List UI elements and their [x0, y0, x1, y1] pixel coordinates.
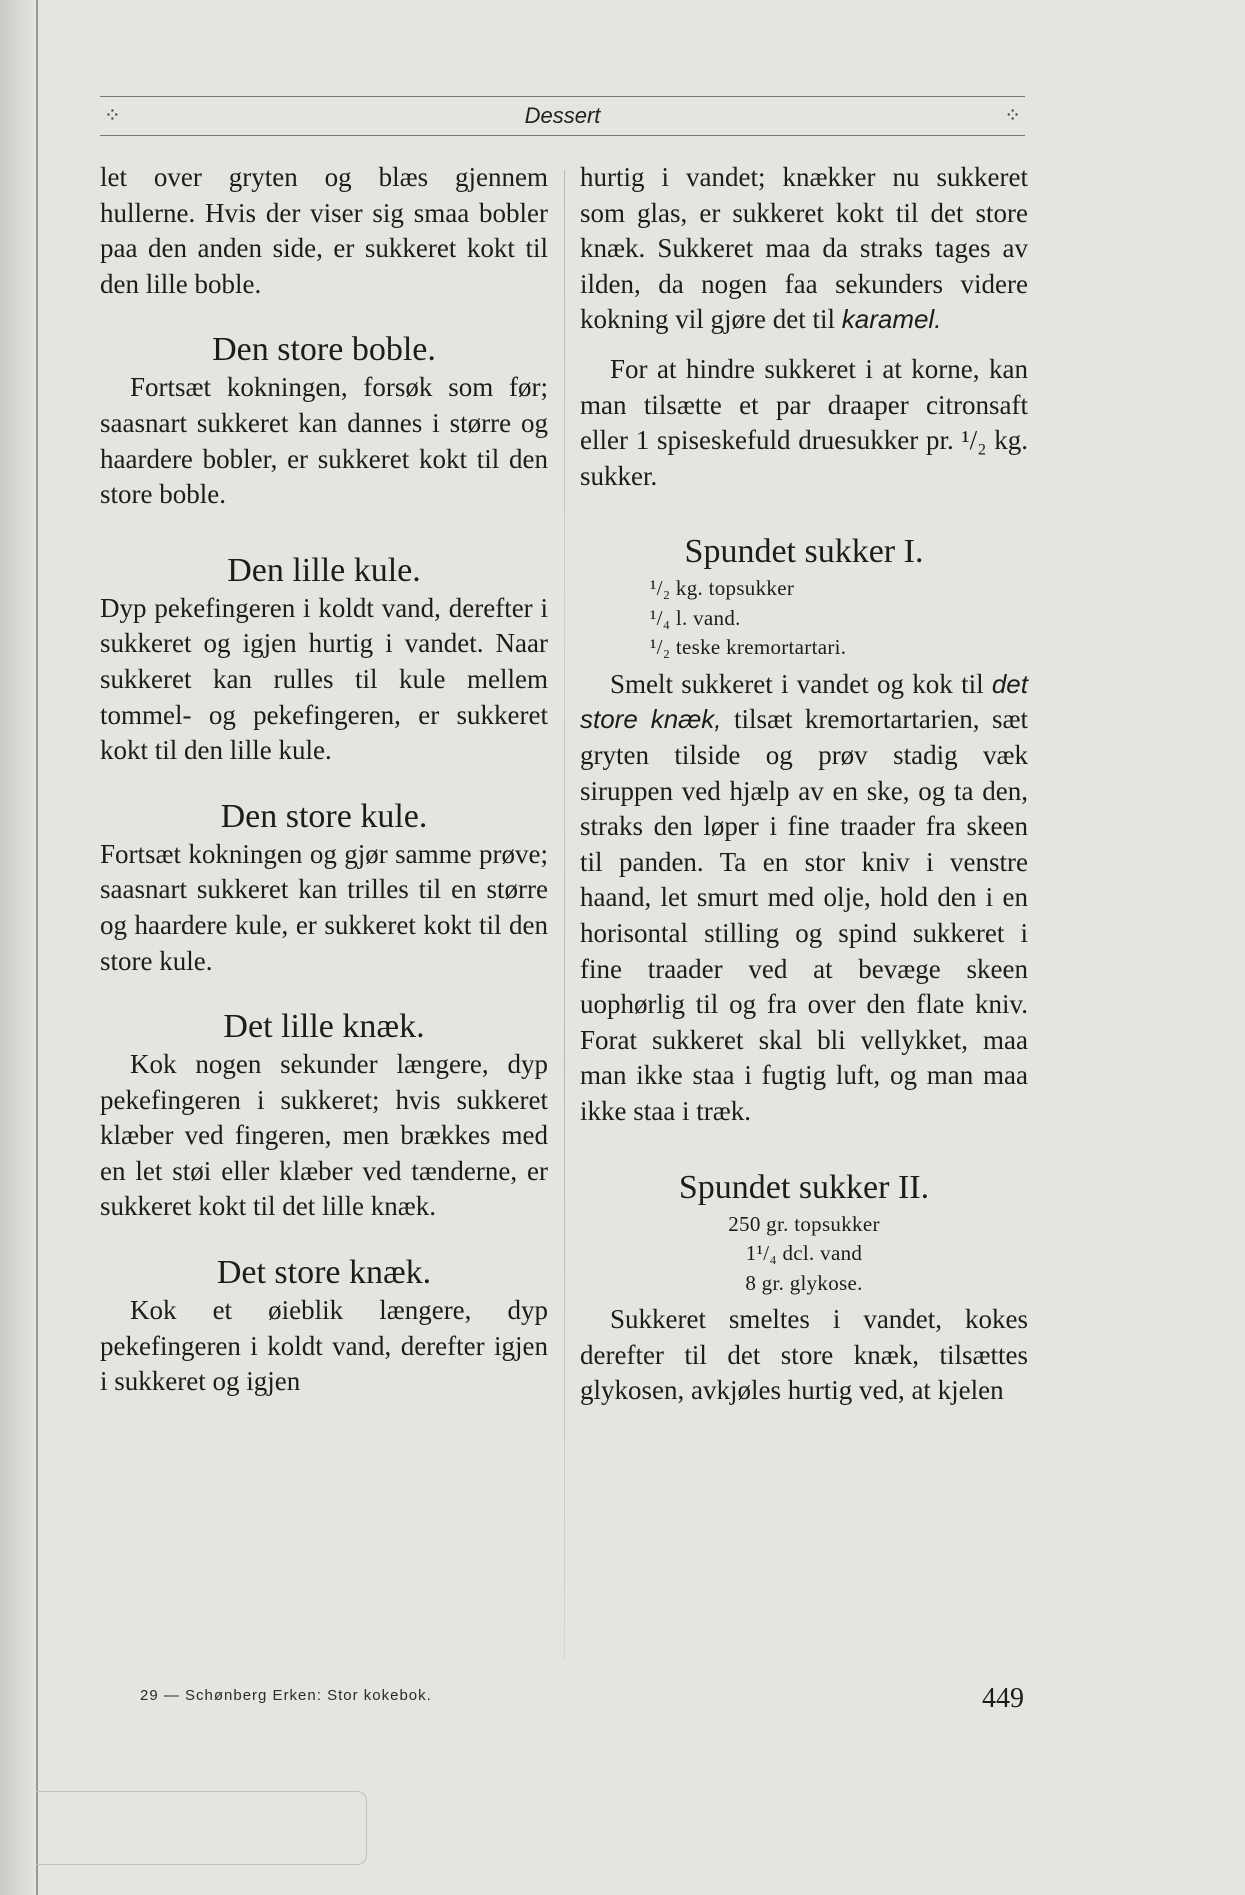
- ingredient-list-2: [580, 1210, 1028, 1299]
- paragraph-lille-kule: Dyp pekefingeren i koldt vand, derefter i sukkeret og igjen hurtig i vandet. Naar sukkeret kan rulles til kule mellem tommel- og pekefingeren, er sukkeret kokt til den lille kule.: [100, 592, 548, 766]
- ingredient-item: ¹/₂ kg. topsukker: [650, 576, 795, 601]
- ornament-left-icon: ⁘: [104, 103, 121, 127]
- heading-lille-kule: Den lille kule.: [227, 551, 421, 589]
- ornament-right-icon: ⁘: [1004, 103, 1021, 127]
- emphasis-store-knaek: det store knæk,: [580, 668, 1028, 735]
- ingredient-item: ¹/₂ teske kremortartari.: [650, 635, 847, 660]
- printer-signature: 29 — Schønberg Erken: Stor kokebok.: [140, 1687, 432, 1704]
- heading-store-knaek: Det store knæk.: [216, 1254, 432, 1292]
- paragraph-store-boble: Fortsæt kokningen, forsøk som før; saasnart sukkeret kan dannes i større og haardere bobler, er sukkeret kokt til den store boble.: [100, 372, 548, 510]
- right-column: [580, 160, 1028, 1409]
- running-header: [100, 96, 1025, 136]
- ingredient-item: 8 gr. glykose.: [745, 1270, 863, 1295]
- running-title: Dessert: [524, 103, 601, 128]
- heading-spundet-sukker-1: Spundet sukker I.: [684, 533, 924, 571]
- heading-lille-knaek: Det lille knæk.: [223, 1008, 425, 1046]
- heading-spundet-sukker-2: Spundet sukker II.: [678, 1168, 930, 1206]
- column-divider: [564, 170, 565, 1660]
- page-edge: [0, 0, 38, 1895]
- paragraph-store-knaek-cont: [580, 160, 1028, 338]
- heading-store-boble: Den store boble.: [212, 331, 436, 369]
- paragraph-lille-boble-end: let over gryten og blæs gjennem hullerne. Hvis der viser sig smaa bobler paa den anden side, er sukkeret kokt til den lille boble.: [100, 162, 548, 299]
- ingredient-item: 250 gr. topsukker: [728, 1211, 880, 1236]
- page-edge-tab: [36, 1791, 367, 1865]
- paragraph-korne: For at hindre sukkeret i at korne, kan man tilsætte et par draaper citronsaft eller 1 spiseskefuld druesukker pr. ¹/₂ kg. sukker.: [580, 353, 1028, 491]
- page-number: 449: [982, 1683, 1024, 1714]
- paragraph-text: hurtig i vandet; knækker nu sukkeret som glas, er sukkeret kokt til det store knæk. Sukkeret maa da straks tages av ilden, da nogen faa sekunders videre kokning vil gjøre det til: [580, 162, 1028, 335]
- paragraph-store-kule: Fortsæt kokningen og gjør samme prøve; saasnart sukkeret kan trilles til en større og haardere kule, er sukkeret kokt til den store kule.: [100, 838, 548, 976]
- paragraph-text: Smelt sukkeret i vandet og kok til: [610, 668, 992, 699]
- paragraph-store-knaek: Kok et øieblik længere, dyp pekefingeren i koldt vand, derefter igjen i sukkeret og igjen: [100, 1295, 548, 1397]
- heading-store-kule: Den store kule.: [220, 797, 428, 835]
- paragraph-spundet-1: [580, 667, 1028, 1130]
- emphasis-karamel: karamel.: [841, 304, 942, 335]
- ingredient-list-1: [580, 574, 1028, 663]
- paragraph-lille-knaek: Kok nogen sekunder længere, dyp pekefingeren i sukkeret; hvis sukkeret klæber ved fingeren, men brækkes med en let støi eller klæber ved tænderne, er sukkeret kokt til det lille knæk.: [100, 1049, 548, 1222]
- paragraph-text: tilsæt kremortartarien, sæt gryten tilside og prøv stadig væk siruppen ved hjælp av en ske, og ta den, straks den løper i fine traader fra skeen til panden. Ta en stor kniv i venstre haand, let smurt med olje, hold den i en horisontal stilling og spind sukkeret i fine traader ved at bevæge skeen uophørlig til og fra over den flate kniv. Forat sukkeret skal bli vellykket, maa man ikke staa i fugtig luft, og man maa ikke staa i træk.: [580, 704, 1029, 1126]
- ingredient-item: ¹/₄ l. vand.: [650, 605, 741, 630]
- ingredient-item: 1¹/₄ dcl. vand: [745, 1241, 863, 1266]
- left-column: [100, 160, 548, 1400]
- paragraph-spundet-2: Sukkeret smeltes i vandet, kokes derefter til det store knæk, tilsættes glykosen, avkjøles hurtig ved, at kjelen: [580, 1304, 1028, 1406]
